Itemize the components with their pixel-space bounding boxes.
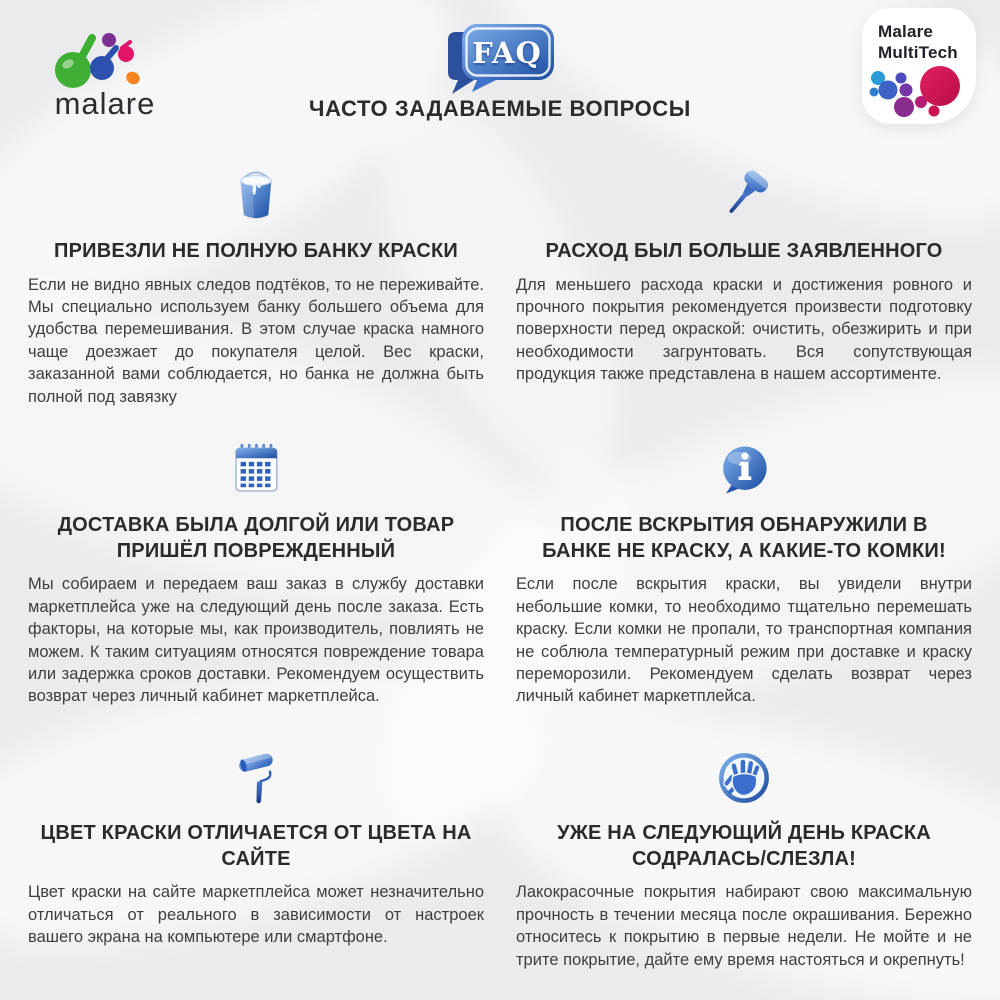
info-icon — [516, 440, 972, 500]
faq-item-body: Если после вскрытия краски, вы увидели внутри небольшие комки, то необходимо тщательно перемешать краску. Если комки не пропали, то транспортная компания не соблюла температурный режим при доставке и краску переморозили. Рекомендуем сделать возврат через личный кабинет маркетплейса. — [516, 575, 972, 706]
multitech-name-line2: MultiTech — [878, 42, 958, 62]
hand-stop-icon — [516, 748, 972, 808]
paint-roller-icon — [28, 748, 484, 808]
multitech-dots-icon — [868, 64, 970, 120]
faq-item-paint-peeled — [516, 748, 972, 971]
paint-brush-icon — [516, 166, 972, 226]
faq-item-title: УЖЕ НА СЛЕДУЮЩИЙ ДЕНЬ КРАСКА СОДРАЛАСЬ/СЛЕЗЛА! — [557, 822, 931, 870]
faq-item-title: ЦВЕТ КРАСКИ ОТЛИЧАЕТСЯ ОТ ЦВЕТА НА САЙТЕ — [40, 822, 472, 870]
faq-item-delivery — [28, 440, 484, 708]
paint-bucket-icon — [28, 166, 484, 226]
faq-item-body: Если не видно явных следов подтёков, то не переживайте. Мы специально используем банку большего объема для удобства перемешивания. В этом случае краска намного чаще доезжает до покупателя целой. Вес краски, заказанной вами соблюдается, но банка не должна быть полной под завязку — [28, 275, 484, 406]
malare-multitech-badge — [862, 8, 976, 124]
faq-speech-bubble-icon — [438, 18, 562, 100]
faq-item-title: ДОСТАВКА БЫЛА ДОЛГОЙ ИЛИ ТОВАР ПРИШЁЛ ПОВРЕЖДЕННЫЙ — [57, 514, 455, 562]
calendar-icon — [28, 440, 484, 500]
malare-wordmark: malare — [54, 86, 156, 121]
faq-item-body: Мы собираем и передаем ваш заказ в службу доставки маркетплейса уже на следующий день после заказа. Есть факторы, на которые мы, как производитель, повлиять не можем. К таким ситуациям относятся повреждение товара или задержка сроков доставки. Рекомендуем осуществить возврат через личный кабинет маркетплейса. — [28, 575, 484, 706]
faq-item-lumps — [516, 440, 972, 708]
faq-item-title: ПОСЛЕ ВСКРЫТИЯ ОБНАРУЖИЛИ В БАНКЕ НЕ КРАСКУ, А КАКИЕ-ТО КОМКИ! — [542, 514, 946, 562]
faq-item-color-differs — [28, 748, 484, 949]
faq-item-title: РАСХОД БЫЛ БОЛЬШЕ ЗАЯВЛЕННОГО — [545, 240, 943, 262]
faq-item-body: Цвет краски на сайте маркетплейса может незначительно отличаться от реального в зависимости от настроек вашего экрана на компьютере или смартфоне. — [28, 883, 484, 947]
faq-item-body: Лакокрасочные покрытия набирают свою максимальную прочность в течении месяца после окрашивания. Бережно относитесь к покрытию в первые недели. Не мойте и не трите покрытие, дайте ему время настояться и окрепнуть! — [516, 883, 972, 969]
page-title: ЧАСТО ЗАДАВАЕМЫЕ ВОПРОСЫ — [309, 96, 691, 121]
faq-item-consumption — [516, 166, 972, 386]
multitech-name-line1: Malare — [878, 22, 934, 41]
faq-item-partial-can — [28, 166, 484, 408]
faq-badge-label: FAQ — [472, 36, 542, 70]
faq-item-body: Для меньшего расхода краски и достижения ровного и прочного покрытия рекомендуется произвести подготовку поверхности перед окраской: очистить, обезжирить и при необходимости загрунтовать. Вся сопутствующая продукция также представлена в нашем ассортименте. — [516, 275, 972, 384]
faq-item-title: ПРИВЕЗЛИ НЕ ПОЛНУЮ БАНКУ КРАСКИ — [54, 240, 458, 262]
